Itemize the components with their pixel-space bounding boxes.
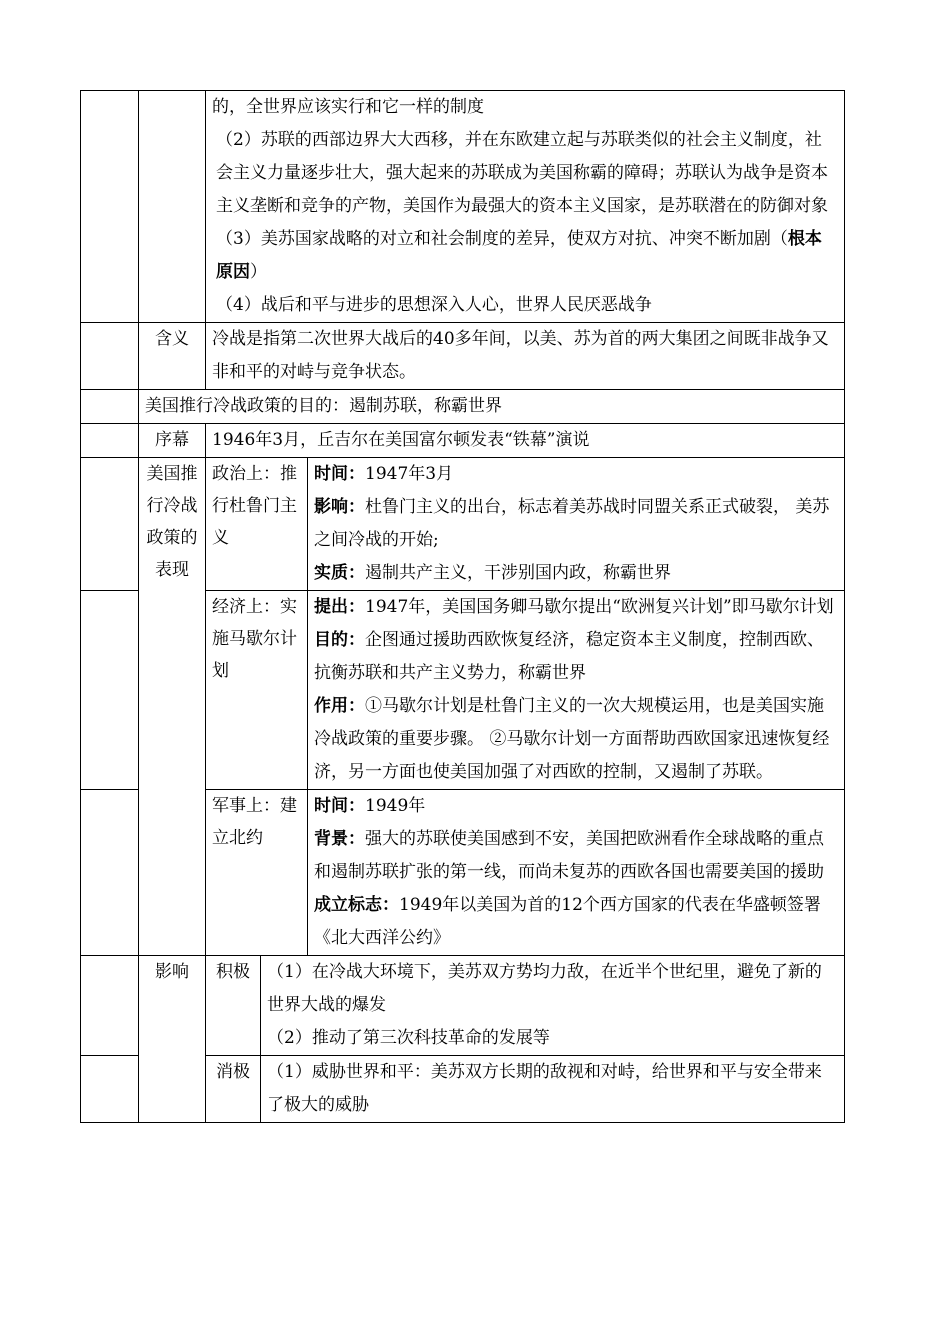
blank-cell: [81, 91, 139, 323]
influence-positive-row: [81, 956, 845, 1056]
positive-content: [261, 956, 845, 1056]
positive-point-2: （2）推动了第三次科技革命的发展等: [267, 1028, 550, 1048]
blank-cell: [81, 458, 139, 591]
prelude-label: 序幕: [139, 424, 206, 458]
military-content: [308, 790, 845, 956]
intro-point-3: （3）美苏国家战略的对立和社会制度的差异，使双方对抗、冲突不断加剧（根本原因）: [216, 229, 822, 282]
military-sign: 成立标志：1949年以美国为首的12个西方国家的代表在华盛顿签署《北大西洋公约》: [314, 895, 821, 948]
negative-label: 消极: [206, 1056, 261, 1123]
negative-point-1: （1）威胁世界和平：美苏双方长期的敌视和对峙，给世界和平与安全带来了极大的威胁: [267, 1062, 822, 1115]
root-cause-label: 根本原因: [216, 229, 822, 282]
economic-goal: 目的：企图通过援助西欧恢复经济，稳定资本主义制度，控制西欧、抗衡苏联和共产主义势力，称霸世界: [314, 630, 824, 683]
meaning-text: 冷战是指第二次世界大战后的40多年间，以美、苏为首的两大集团之间既非战争又非和平的对峙与竞争状态。: [206, 323, 845, 390]
military-time: 时间：1949年: [314, 796, 426, 816]
blank-cell: [81, 424, 139, 458]
military-label: 军事上：建立北约: [206, 790, 308, 956]
economic-effect: 作用：①马歇尔计划是杜鲁门主义的一次大规模运用，也是美国实施冷战政策的重要步骤。 ②马歇尔计划一方面帮助西欧国家迅速恢复经济，另一方面也使美国加强了对西欧的控制，又遏制了苏联。: [314, 696, 830, 782]
political-label: 政治上：推行杜鲁门主义: [206, 458, 308, 591]
intro-point-2: （2）苏联的西部边界大大西移，并在东欧建立起与苏联类似的社会主义制度，社会主义力量逐步壮大，强大起来的苏联成为美国称霸的障碍；苏联认为战争是资本主义垄断和竞争的产物，美国作为最强大的资本主义国家，是苏联潜在的防御对象: [216, 130, 828, 216]
intro-point-4: （4）战后和平与进步的思想深入人心，世界人民厌恶战争: [216, 295, 652, 315]
political-row: [81, 458, 845, 591]
blank-cell: [81, 323, 139, 390]
blank-cell: [81, 956, 139, 1056]
blank-cell: [139, 91, 206, 323]
positive-label: 积极: [206, 956, 261, 1056]
prelude-text: 1946年3月，丘吉尔在美国富尔顿发表“铁幕”演说: [206, 424, 845, 458]
prelude-row: [81, 424, 845, 458]
blank-cell: [81, 591, 139, 790]
intro-row: [81, 91, 845, 323]
political-content: [308, 458, 845, 591]
political-time: 时间：1947年3月: [314, 464, 454, 484]
positive-point-1: （1）在冷战大环境下，美苏双方势均力敌，在近半个世纪里，避免了新的世界大战的爆发: [267, 962, 822, 1015]
economic-content: [308, 591, 845, 790]
influence-label: 影响: [139, 956, 206, 1123]
political-impact: 影响：杜鲁门主义的出台，标志着美苏战时同盟关系正式破裂， 美苏之间冷战的开始;: [314, 497, 830, 550]
blank-cell: [81, 790, 139, 956]
cold-war-table: [80, 90, 845, 1123]
purpose-row: [81, 390, 845, 424]
economic-propose: 提出：1947年，美国国务卿马歇尔提出“欧洲复兴计划”即马歇尔计划: [314, 597, 834, 617]
economic-label: 经济上：实施马歇尔计划: [206, 591, 308, 790]
blank-cell: [81, 390, 139, 424]
political-essence: 实质：遏制共产主义，干涉别国内政，称霸世界: [314, 563, 671, 583]
blank-cell: [81, 1056, 139, 1123]
negative-content: [261, 1056, 845, 1123]
intro-content: [206, 91, 845, 323]
purpose-text: 美国推行冷战政策的目的：遏制苏联，称霸世界: [139, 390, 845, 424]
meaning-row: [81, 323, 845, 390]
manifest-label: 美国推行冷战政策的表现: [139, 458, 206, 956]
meaning-label: 含义: [139, 323, 206, 390]
military-background: 背景：强大的苏联使美国感到不安，美国把欧洲看作全球战略的重点和遏制苏联扩张的第一线，而尚未复苏的西欧各国也需要美国的援助: [314, 829, 824, 882]
intro-line-0: 的，全世界应该实行和它一样的制度: [212, 97, 484, 117]
